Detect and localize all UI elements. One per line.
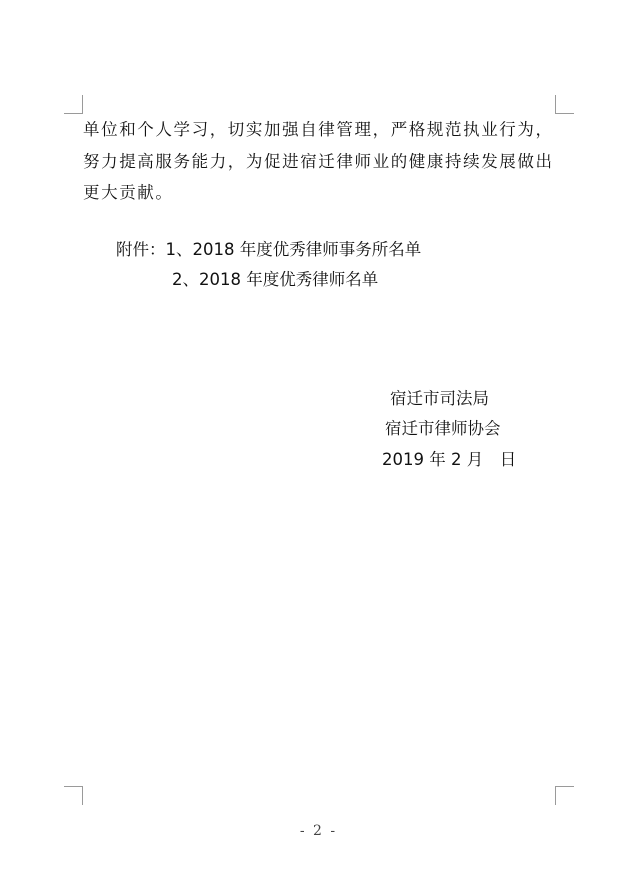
attachment-line-1: 附件：1、2018 年度优秀律师事务所名单	[116, 240, 422, 259]
body-text-line: 更大贡献。	[83, 183, 174, 202]
crop-mark-bottom-left	[64, 786, 83, 805]
attachment-line-2: 2、2018 年度优秀律师名单	[172, 270, 379, 289]
signature-org-lawyers-association: 宿迁市律师协会	[385, 419, 501, 438]
signature-org-judicial-bureau: 宿迁市司法局	[390, 389, 489, 408]
page-number: - 2 -	[299, 823, 338, 839]
body-text-line: 努力提高服务能力，为促进宿迁律师业的健康持续发展做出	[83, 152, 554, 171]
signature-date: 2019 年 2 月 日	[382, 450, 517, 469]
crop-mark-bottom-right	[555, 786, 574, 805]
body-text-line: 单位和个人学习，切实加强自律管理，严格规范执业行为，	[83, 120, 554, 139]
crop-mark-top-right	[555, 95, 574, 114]
crop-mark-top-left	[64, 95, 83, 114]
